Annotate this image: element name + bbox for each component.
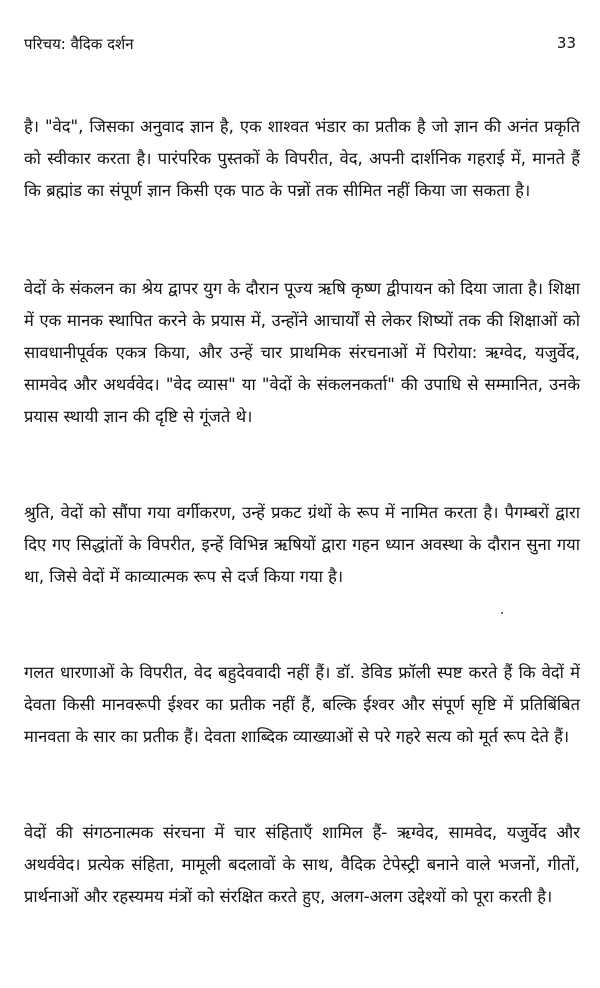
page-number: 33 [556,34,576,52]
paragraph-samhitas: वेदों की संगठनात्मक संरचना में चार संहिताएँ शामिल हैं- ऋग्वेद, सामवेद, यजुर्वेद और अथर्ववेद। प्रत्येक संहिता, मामूली बदलावों के साथ, वैदिक टेपेस्ट्री बनाने वाले भजनों, गीतों, प्रार्थनाओं और रहस्यमय मंत्रों को संरक्षित करते हुए, अलग-अलग उद्देश्यों को पूरा करती है। [24,822,580,906]
paragraph-polytheism-misconception: गलत धारणाओं के विपरीत, वेद बहुदेववादी नहीं हैं। डॉ. डेविड फ्रॉली स्पष्ट करते हैं कि वेदों में देवता किसी मानवरूपी ईश्वर का प्रतीक नहीं हैं, बल्कि ईश्वर और संपूर्ण सृष्टि में प्रतिबिंबित मानवता के सार का प्रतीक हैं। देवता शाब्दिक व्याख्याओं से परे गहरे सत्य को मूर्त रूप देते हैं। [24,662,580,746]
stray-mark [501,612,503,614]
chapter-title: परिचय: वैदिक दर्शन [24,35,134,53]
running-header [24,34,576,56]
paragraph-shruti: श्रुति, वेदों को सौंपा गया वर्गीकरण, उन्हें प्रकट ग्रंथों के रूप में नामित करता है। पैगम्बरों द्वारा दिए गए सिद्धांतों के विपरीत, इन्हें विभिन्न ऋषियों द्वारा गहन ध्यान अवस्था के दौरान सुना गया था, जिसे वेदों में काव्यात्मक रूप से दर्ज किया गया है। [24,502,580,586]
paragraph-veda-meaning: है। "वेद", जिसका अनुवाद ज्ञान है, एक शाश्वत भंडार का प्रतीक है जो ज्ञान की अनंत प्रकृति को स्वीकार करता है। पारंपरिक पुस्तकों के विपरीत, वेद, अपनी दार्शनिक गहराई में, मानते हैं कि ब्रह्मांड का संपूर्ण ज्ञान किसी एक पाठ के पन्नों तक सीमित नहीं किया जा सकता है। [24,116,580,200]
paragraph-veda-compilation: वेदों के संकलन का श्रेय द्वापर युग के दौरान पूज्य ऋषि कृष्ण द्वीपायन को दिया जाता है। शिक्षा में एक मानक स्थापित करने के प्रयास में, उन्होंने आचार्यों से लेकर शिष्यों तक की शिक्षाओं को सावधानीपूर्वक एकत्र किया, और उन्हें चार प्राथमिक संरचनाओं में पिरोया: ऋग्वेद, यजुर्वेद, सामवेद और अथर्ववेद। "वेद व्यास" या "वेदों के संकलनकर्ता" की उपाधि से सम्मानित, उनके प्रयास स्थायी ज्ञान की दृष्टि से गूंजते थे। [24,278,580,426]
